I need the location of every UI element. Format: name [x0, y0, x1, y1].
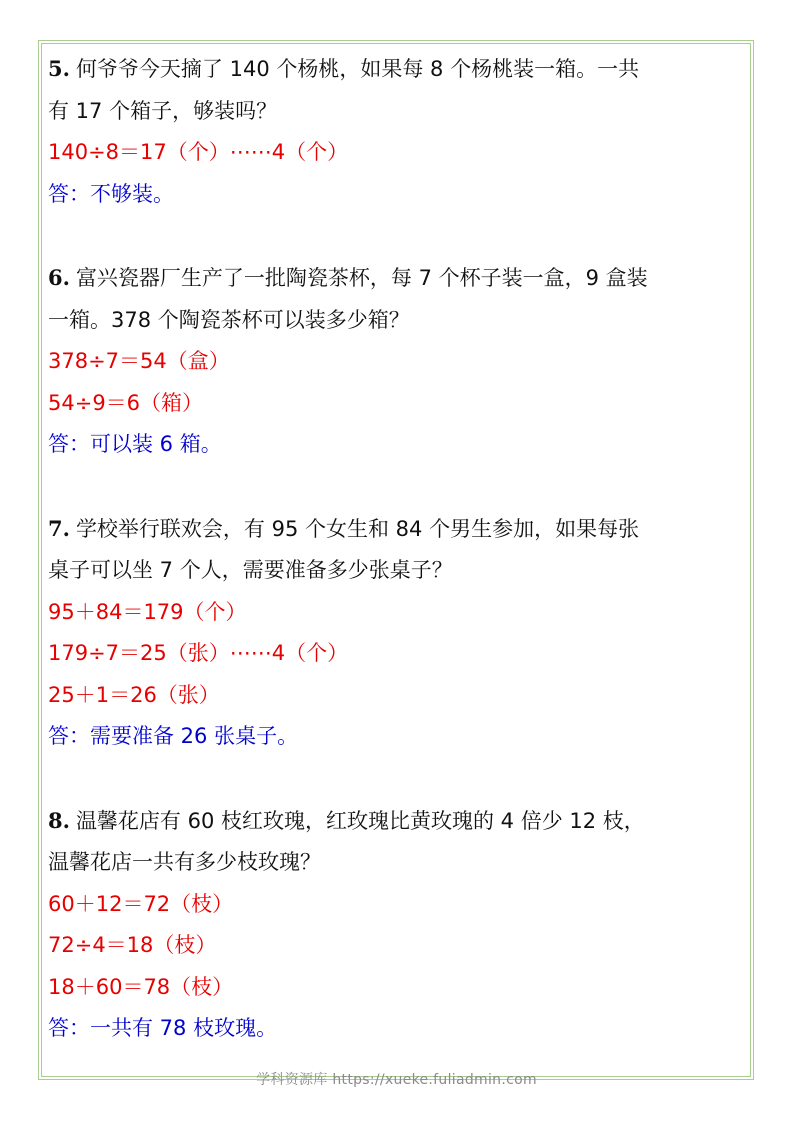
calculation-line: 54÷9＝6（箱）: [48, 390, 204, 415]
problem-number: 7.: [48, 515, 70, 541]
problem-6: [48, 257, 748, 466]
question-text: 温馨花店有 60 枝红玫瑰，红玫瑰比黄玫瑰的 4 倍少 12 枝，: [75, 808, 645, 833]
question-line: [48, 508, 748, 551]
answer-line: 答：不够装。: [48, 181, 174, 206]
question-text: 何爷爷今天摘了 140 个杨桃，如果每 8 个杨桃装一箱。一共: [75, 57, 640, 81]
question-text: 学校举行联欢会，有 95 个女生和 84 个男生参加，如果每张: [75, 516, 640, 541]
question-line: [48, 48, 748, 91]
question-line: 桌子可以坐 7 个人，需要准备多少张桌子？: [48, 558, 453, 582]
question-line: 一箱。378 个陶瓷茶杯可以装多少箱？: [48, 307, 410, 332]
question-text: 富兴瓷器厂生产了一批陶瓷茶杯，每 7 个杯子装一盒，9 盒装: [75, 266, 648, 290]
problem-5: [48, 48, 748, 215]
answer-line: 答：需要准备 26 张桌子。: [48, 724, 299, 748]
question-line: [48, 800, 748, 843]
question-line: [48, 257, 748, 300]
problem-number: 5.: [48, 56, 70, 81]
worksheet-content: [48, 48, 748, 1092]
answer-line: 答：可以装 6 箱。: [48, 432, 222, 456]
calculation-line: 72÷4＝18（枝）: [48, 933, 217, 957]
calculation-line: 18＋60＝78（枝）: [48, 974, 234, 999]
question-line: 有 17 个箱子，够装吗？: [48, 98, 278, 123]
calculation-line: 378÷7＝54（盒）: [48, 349, 230, 373]
footer-watermark: 学科资源库 https://xueke.fuliadmin.com: [256, 1072, 537, 1088]
calculation-line: 25＋1＝26（张）: [48, 682, 220, 707]
calculation-line: 179÷7＝25（张）⋯⋯4（个）: [48, 641, 349, 665]
calculation-line: 140÷8＝17（个）⋯⋯4（个）: [48, 140, 349, 164]
problem-7: [48, 508, 748, 758]
problem-number: 8.: [48, 807, 70, 833]
problem-8: [48, 800, 748, 1050]
question-line: 温馨花店一共有多少枝玫瑰？: [48, 850, 321, 874]
problem-number: 6.: [48, 265, 70, 290]
calculation-line: 95＋84＝179（个）: [48, 599, 247, 624]
calculation-line: 60＋12＝72（枝）: [48, 891, 234, 916]
answer-line: 答：一共有 78 枝玫瑰。: [48, 1016, 278, 1040]
